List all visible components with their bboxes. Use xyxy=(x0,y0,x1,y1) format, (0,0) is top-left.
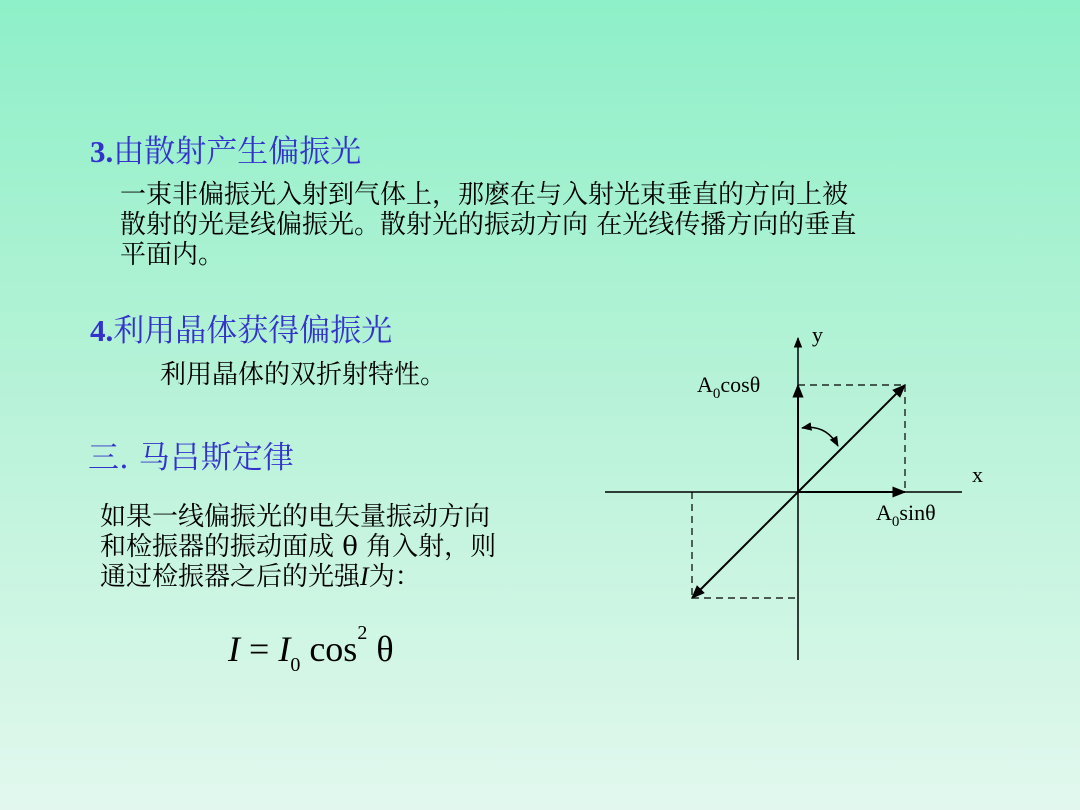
a0-sin-label: $A_0\sin\theta$ xyxy=(876,500,936,530)
formula-theta: θ xyxy=(376,629,394,669)
section-4-number: 4. xyxy=(90,313,114,348)
malus-law-paragraph xyxy=(100,502,496,592)
malus-line-1: 如果一线偏振光的电矢量振动方向 xyxy=(100,502,491,532)
malus-formula xyxy=(228,622,394,676)
section-3-line-3: 平面内。 xyxy=(120,240,225,270)
section-4-heading xyxy=(90,305,392,350)
polarization-diagram xyxy=(600,330,1020,670)
formula-equals: = xyxy=(249,629,270,669)
malus-line-3: 通过检振器之后的光强I为： xyxy=(100,562,421,592)
malus-law-heading: 三. 马吕斯定律 xyxy=(88,440,294,476)
formula-lhs: I xyxy=(228,629,240,669)
section-3-line-1: 一束非偏振光入射到气体上，那麽在与入射光束垂直的方向上被 xyxy=(120,180,849,210)
malus-line-2: 和检振器的振动面成 θ 角入射，则 xyxy=(100,532,497,562)
section-3-line-2: 散射的光是线偏振光。散射光的振动方向 在光线传播方向的垂直 xyxy=(120,210,857,240)
section-3-heading xyxy=(90,126,361,171)
formula-exponent: 2 xyxy=(357,622,368,644)
formula-i0: I xyxy=(278,629,291,669)
formula-cos: cos xyxy=(309,629,358,669)
y-axis-label: y xyxy=(812,322,823,347)
section-4-title: 利用晶体获得偏振光 xyxy=(113,313,393,349)
a0-cos-label: $A_0\cos\theta$ xyxy=(697,372,761,402)
section-3-paragraph xyxy=(120,180,856,270)
section-3-number: 3. xyxy=(90,134,114,169)
intensity-variable: I xyxy=(360,562,369,591)
section-3-title: 由散射产生偏振光 xyxy=(113,134,362,170)
theta-angle-arc xyxy=(802,427,838,446)
formula-i0-subscript: 0 xyxy=(290,654,301,676)
x-axis-label: x xyxy=(972,462,983,487)
section-4-text: 利用晶体的双折射特性。 xyxy=(160,360,447,390)
